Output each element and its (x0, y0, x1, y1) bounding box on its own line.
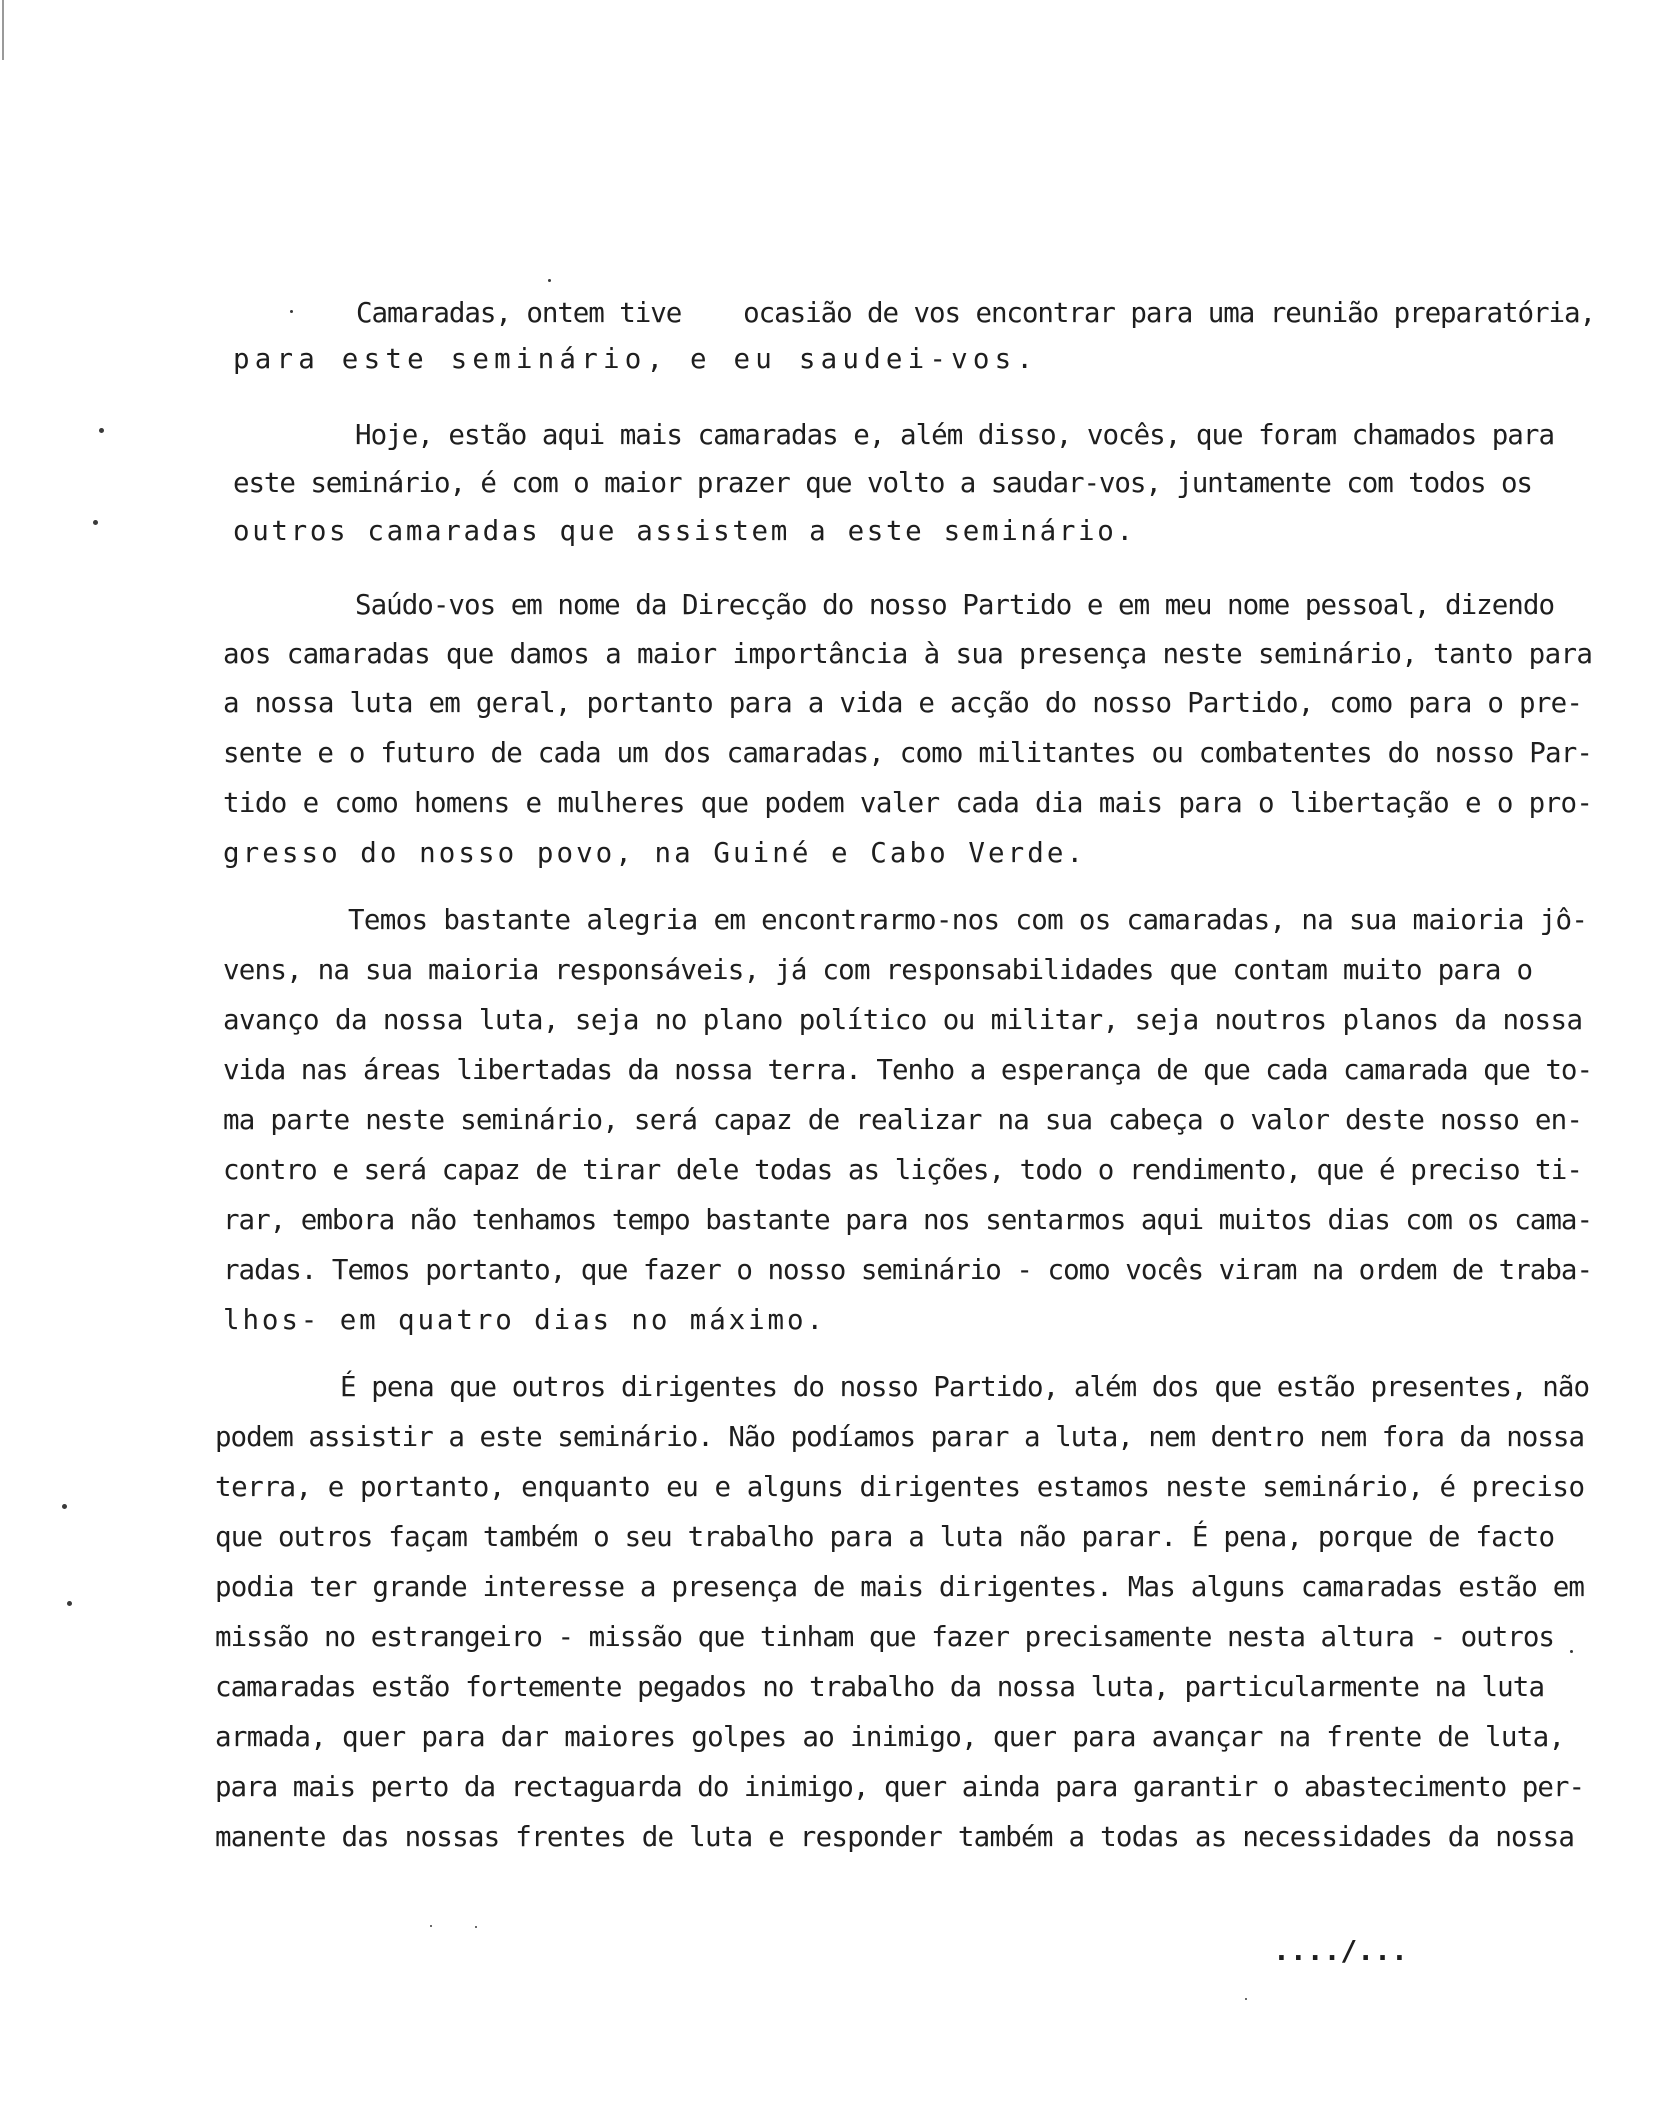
text-line: podia ter grande interesse a presença de mais dirigentes. Mas alguns camaradas estão em (215, 1571, 1585, 1603)
text-line: manente das nossas frentes de luta e responder também a todas as necessidades da nossa (215, 1821, 1575, 1853)
text-line: camaradas estão fortemente pegados no trabalho da nossa luta, particularmente na luta (215, 1671, 1545, 1703)
text-line: É pena que outros dirigentes do nosso Partido, além dos que estão presentes, não (340, 1371, 1590, 1403)
text-line: a nossa luta em geral, portanto para a vida e acção do nosso Partido, como para o pre- (223, 687, 1583, 719)
text-line: avanço da nossa luta, seja no plano político ou militar, seja noutros planos da nossa (223, 1004, 1583, 1036)
scan-speck (1245, 1998, 1247, 2000)
text-line: Hoje, estão aqui mais camaradas e, além disso, vocês, que foram chamados para (355, 419, 1555, 451)
scan-speck (475, 1926, 477, 1928)
scan-speck (67, 1601, 72, 1606)
scan-speck (99, 428, 104, 433)
scan-edge-mark (2, 0, 4, 60)
text-line: ma parte neste seminário, será capaz de realizar na sua cabeça o valor deste nosso en- (223, 1104, 1583, 1136)
text-line: missão no estrangeiro - missão que tinham que fazer precisamente nesta altura - outros (215, 1621, 1555, 1653)
scan-speck (290, 310, 293, 313)
text-line: rar, embora não tenhamos tempo bastante para nos sentarmos aqui muitos dias com os cama- (223, 1204, 1592, 1236)
text-line: lhos- em quatro dias no máximo. (223, 1304, 826, 1336)
text-line: que outros façam também o seu trabalho para a luta não parar. É pena, porque de facto (215, 1521, 1555, 1553)
text-line: contro e será capaz de tirar dele todas as lições, todo o rendimento, que é preciso ti- (223, 1154, 1583, 1186)
scan-speck (430, 1925, 432, 1927)
text-line: armada, quer para dar maiores golpes ao inimigo, quer para avançar na frente de luta, (215, 1721, 1565, 1753)
text-line: aos camaradas que damos a maior importância à sua presença neste seminário, tanto para (223, 638, 1593, 670)
text-line: radas. Temos portanto, que fazer o nosso seminário - como vocês viram na ordem de traba- (223, 1254, 1592, 1286)
text-line: Camaradas, ontem tive ocasião de vos encontrar para uma reunião preparatória, (356, 297, 1595, 329)
scan-speck (1570, 1650, 1573, 1653)
text-line: sente e o futuro de cada um dos camaradas, como militantes ou combatentes do nosso Par- (223, 737, 1593, 769)
text-line: outros camaradas que assistem a este seminário. (233, 515, 1136, 547)
text-line: gresso do nosso povo, na Guiné e Cabo Verde. (223, 837, 1087, 869)
text-line: para este seminário, e eu saudei-vos. (233, 343, 1039, 375)
text-line: este seminário, é com o maior prazer que volto a saudar-vos, juntamente com todos os (233, 467, 1532, 499)
text-line: para mais perto da rectaguarda do inimigo, quer ainda para garantir o abastecimento per- (215, 1771, 1584, 1803)
text-line: terra, e portanto, enquanto eu e alguns dirigentes estamos neste seminário, é preciso (215, 1471, 1585, 1503)
text-line: Saúdo-vos em nome da Direcção do nosso Partido e em meu nome pessoal, dizendo (355, 589, 1555, 621)
scan-speck (62, 1504, 67, 1509)
text-line: vens, na sua maioria responsáveis, já com responsabilidades que contam muito para o (223, 954, 1533, 986)
scan-speck (548, 279, 551, 282)
text-line: tido e como homens e mulheres que podem valer cada dia mais para o libertação e o pro- (223, 787, 1593, 819)
text-line: podem assistir a este seminário. Não podíamos parar a luta, nem dentro nem fora da nossa (215, 1421, 1584, 1453)
text-line: Temos bastante alegria em encontrarmo-nos com os camaradas, na sua maioria jô- (348, 904, 1588, 936)
text-line: vida nas áreas libertadas da nossa terra. Tenho a esperança de que cada camarada que to- (223, 1054, 1592, 1086)
page-continuation-mark: ..../... (1273, 1934, 1408, 1967)
scan-speck (93, 520, 98, 525)
